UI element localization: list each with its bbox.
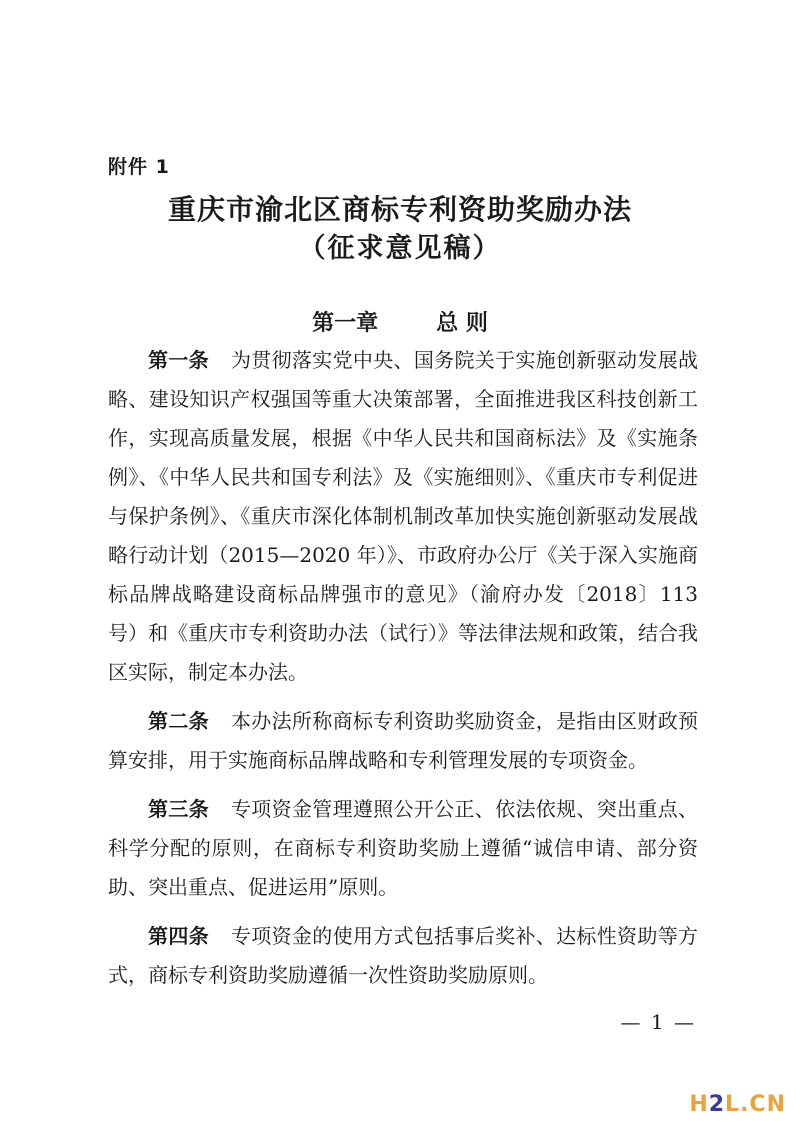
attachment-label: 附件 1 (108, 156, 170, 178)
chapter-number: 第一章 (312, 311, 379, 336)
chapter-name: 总 则 (436, 311, 488, 336)
watermark-two: 2 (708, 1092, 726, 1117)
watermark-letter: L (725, 1092, 741, 1117)
article-text: 为贯彻落实党中央、国务院关于实施创新驱动发展战略、建设知识产权强国等重大决策部署，全面推进我区科技创新工作，实现高质量发展，根据《中华人民共和国商标法》及《实施条例》、《中华人民共和国专利法》及《实施细则》、《重庆市专利促进与保护条例》、《重庆市深化体制机制改革加快实施创新驱动发展战略行动计划（2015—2020 年）》、市政府办公厅《关于深入实施商标品牌战略建设商标品牌强市的意见》（渝府办发〔2018〕113 号）和《重庆市专利资助办法（试行）》等法律法规和政策，结合我区实际，制定本办法。 (108, 348, 699, 684)
article-paragraph (108, 702, 698, 780)
page-number: — 1 — (620, 1010, 696, 1034)
article-paragraph (108, 341, 698, 692)
article-label: 第二条 (148, 709, 209, 733)
chapter-heading (0, 306, 800, 337)
article-text: 专项资金的使用方式包括事后奖补、达标性资助等方式，商标专利资助奖励遵循一次性资助奖励原则。 (108, 924, 699, 987)
article-text: 本办法所称商标专利资助奖励资金，是指由区财政预算安排，用于实施商标品牌战略和专利管理发展的专项资金。 (108, 709, 699, 772)
article-label: 第四条 (148, 924, 209, 948)
site-watermark (689, 1092, 786, 1117)
document-subtitle: （征求意见稿） (298, 233, 502, 264)
article-label: 第三条 (148, 797, 209, 821)
article-label: 第一条 (148, 348, 209, 372)
article-paragraph (108, 790, 698, 907)
article-paragraph (108, 917, 698, 995)
document-title: 重庆市渝北区商标专利资助奖励办法 (167, 193, 632, 226)
watermark-prefix: H (689, 1092, 709, 1117)
watermark-suffix: .CN (740, 1092, 786, 1117)
document-body (108, 341, 698, 995)
article-text: 专项资金管理遵照公开公正、依法依规、突出重点、科学分配的原则，在商标专利资助奖励上遵循“诚信申请、部分资助、突出重点、促进运用”原则。 (108, 797, 699, 899)
